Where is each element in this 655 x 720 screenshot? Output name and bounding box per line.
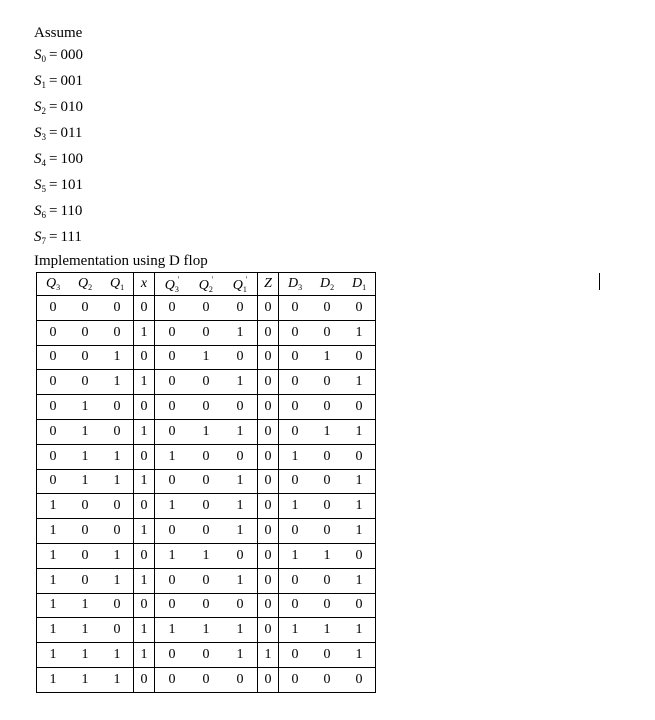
table-cell: 0 xyxy=(223,543,258,568)
table-cell: 0 xyxy=(343,296,376,321)
table-cell: 0 xyxy=(189,667,223,692)
table-cell: 1 xyxy=(134,469,155,494)
state-symbol: $S_0$ xyxy=(34,47,46,64)
table-cell: 1 xyxy=(37,618,70,643)
table-row xyxy=(37,494,376,519)
state-assignment xyxy=(34,46,83,72)
table-cell: 0 xyxy=(258,469,279,494)
table-cell: 0 xyxy=(69,568,101,593)
table-cell: 0 xyxy=(223,296,258,321)
state-code: 001 xyxy=(60,73,83,89)
table-cell: 1 xyxy=(134,320,155,345)
table-cell: 0 xyxy=(69,296,101,321)
heading-assume: Assume xyxy=(34,25,83,41)
table-cell: 1 xyxy=(189,543,223,568)
table-cell: 1 xyxy=(37,643,70,668)
state-assignment xyxy=(34,72,83,98)
table-cell: 0 xyxy=(155,345,190,370)
table-cell: 0 xyxy=(343,667,376,692)
table-row xyxy=(37,370,376,395)
table-cell: 1 xyxy=(101,370,134,395)
table-cell: 1 xyxy=(69,667,101,692)
table-cell: 0 xyxy=(279,345,312,370)
table-cell: 0 xyxy=(343,395,376,420)
table-cell: 0 xyxy=(311,667,343,692)
table-cell: 0 xyxy=(258,618,279,643)
table-cell: 1 xyxy=(134,568,155,593)
table-cell: 1 xyxy=(69,444,101,469)
column-header: Z xyxy=(258,273,279,296)
table-cell: 1 xyxy=(343,494,376,519)
table-cell: 0 xyxy=(189,643,223,668)
table-cell: 0 xyxy=(69,543,101,568)
table-cell: 1 xyxy=(311,543,343,568)
table-cell: 0 xyxy=(258,444,279,469)
table-cell: 0 xyxy=(101,296,134,321)
table-cell: 1 xyxy=(311,345,343,370)
table-cell: 1 xyxy=(134,419,155,444)
table-cell: 0 xyxy=(258,320,279,345)
table-cell: 1 xyxy=(101,444,134,469)
table-cell: 0 xyxy=(258,395,279,420)
table-row xyxy=(37,543,376,568)
table-cell: 0 xyxy=(343,345,376,370)
table-row xyxy=(37,519,376,544)
table-cell: 1 xyxy=(279,543,312,568)
table-cell: 0 xyxy=(258,667,279,692)
table-cell: 0 xyxy=(155,320,190,345)
column-header: $D_3$ xyxy=(279,273,312,296)
table-cell: 0 xyxy=(258,296,279,321)
state-code: 101 xyxy=(60,177,83,193)
table-cell: 0 xyxy=(279,643,312,668)
table-cell: 1 xyxy=(258,643,279,668)
table-cell: 1 xyxy=(101,667,134,692)
table-cell: 1 xyxy=(311,618,343,643)
table-cell: 0 xyxy=(311,643,343,668)
table-cell: 1 xyxy=(223,494,258,519)
table-cell: 0 xyxy=(134,444,155,469)
table-row xyxy=(37,618,376,643)
table-cell: 0 xyxy=(279,519,312,544)
table-row xyxy=(37,320,376,345)
table-cell: 1 xyxy=(69,593,101,618)
table-cell: 1 xyxy=(155,618,190,643)
table-cell: 1 xyxy=(343,519,376,544)
table-row xyxy=(37,643,376,668)
state-code: 111 xyxy=(60,229,82,245)
table-cell: 0 xyxy=(155,568,190,593)
table-cell: 1 xyxy=(69,419,101,444)
table-row xyxy=(37,593,376,618)
table-cell: 1 xyxy=(343,419,376,444)
table-cell: 0 xyxy=(189,519,223,544)
table-cell: 0 xyxy=(311,370,343,395)
column-header: $Q_1$ xyxy=(101,273,134,296)
state-symbol: $S_6$ xyxy=(34,203,46,220)
table-cell: 0 xyxy=(311,593,343,618)
table-cell: 1 xyxy=(189,618,223,643)
table-cell: 1 xyxy=(223,618,258,643)
table-cell: 1 xyxy=(223,568,258,593)
table-cell: 0 xyxy=(37,296,70,321)
table-cell: 1 xyxy=(343,370,376,395)
table-cell: 1 xyxy=(37,667,70,692)
table-cell: 0 xyxy=(279,296,312,321)
state-code: 010 xyxy=(60,99,83,115)
table-cell: 0 xyxy=(258,543,279,568)
table-cell: 0 xyxy=(189,370,223,395)
table-cell: 0 xyxy=(101,519,134,544)
state-transition-table xyxy=(36,272,376,693)
implementation-heading: Implementation using D flop xyxy=(34,253,208,269)
table-cell: 0 xyxy=(134,593,155,618)
table-cell: 0 xyxy=(189,296,223,321)
table-row xyxy=(37,296,376,321)
table-cell: 1 xyxy=(223,519,258,544)
table-cell: 0 xyxy=(223,345,258,370)
equals-sign: = xyxy=(49,125,58,141)
column-header: $D_1$ xyxy=(343,273,376,296)
table-row xyxy=(37,395,376,420)
table-cell: 0 xyxy=(311,296,343,321)
table-cell: 1 xyxy=(134,519,155,544)
table-cell: 0 xyxy=(155,370,190,395)
table-cell: 0 xyxy=(223,667,258,692)
table-cell: 0 xyxy=(258,568,279,593)
table-cell: 0 xyxy=(311,494,343,519)
state-symbol: $S_3$ xyxy=(34,125,46,142)
table-cell: 0 xyxy=(69,320,101,345)
table-cell: 0 xyxy=(101,494,134,519)
table-cell: 1 xyxy=(69,469,101,494)
table-cell: 0 xyxy=(343,444,376,469)
table-cell: 1 xyxy=(155,543,190,568)
table-row xyxy=(37,469,376,494)
table-cell: 0 xyxy=(258,345,279,370)
state-assignment xyxy=(34,228,83,254)
equals-sign: = xyxy=(49,99,58,115)
table-cell: 1 xyxy=(223,419,258,444)
table-cell: 1 xyxy=(189,345,223,370)
table-cell: 0 xyxy=(101,593,134,618)
table-cell: 0 xyxy=(155,296,190,321)
equals-sign: = xyxy=(49,47,58,63)
table-cell: 0 xyxy=(101,419,134,444)
table-cell: 0 xyxy=(311,469,343,494)
table-cell: 0 xyxy=(258,370,279,395)
state-assignment-list xyxy=(34,46,83,254)
table-cell: 0 xyxy=(37,395,70,420)
table-cell: 0 xyxy=(134,494,155,519)
table-cell: 0 xyxy=(101,618,134,643)
state-assignment xyxy=(34,202,83,228)
table-cell: 0 xyxy=(279,568,312,593)
state-assignment xyxy=(34,150,83,176)
table-cell: 1 xyxy=(343,643,376,668)
table-cell: 0 xyxy=(343,593,376,618)
table-cell: 1 xyxy=(155,494,190,519)
table-cell: 0 xyxy=(155,419,190,444)
table-body xyxy=(37,296,376,693)
table-cell: 0 xyxy=(134,543,155,568)
state-symbol: $S_5$ xyxy=(34,177,46,194)
table-row xyxy=(37,419,376,444)
table-cell: 0 xyxy=(189,444,223,469)
table-cell: 0 xyxy=(155,395,190,420)
table-cell: 0 xyxy=(189,494,223,519)
table-cell: 0 xyxy=(189,320,223,345)
table-header-row xyxy=(37,273,376,296)
table-cell: 0 xyxy=(189,469,223,494)
text-cursor xyxy=(599,273,600,290)
table-cell: 0 xyxy=(155,519,190,544)
table-cell: 1 xyxy=(37,593,70,618)
table-cell: 0 xyxy=(279,593,312,618)
table-cell: 0 xyxy=(134,345,155,370)
table-cell: 0 xyxy=(279,419,312,444)
column-header: x xyxy=(134,273,155,296)
table-cell: 0 xyxy=(155,469,190,494)
table-cell: 0 xyxy=(223,444,258,469)
table-cell: 0 xyxy=(279,395,312,420)
table-cell: 1 xyxy=(223,469,258,494)
table-row xyxy=(37,444,376,469)
equals-sign: = xyxy=(49,203,58,219)
column-header: $Q_3'$ xyxy=(155,273,190,296)
column-header: $Q_2'$ xyxy=(189,273,223,296)
table-cell: 0 xyxy=(311,519,343,544)
table-cell: 1 xyxy=(101,543,134,568)
table-cell: 1 xyxy=(101,643,134,668)
state-code: 110 xyxy=(60,203,83,219)
table-cell: 0 xyxy=(37,370,70,395)
state-symbol: $S_4$ xyxy=(34,151,46,168)
table-cell: 0 xyxy=(189,593,223,618)
state-code: 000 xyxy=(60,47,83,63)
table-cell: 0 xyxy=(258,419,279,444)
table-cell: 1 xyxy=(37,519,70,544)
table-cell: 0 xyxy=(69,519,101,544)
state-assignment xyxy=(34,176,83,202)
table-cell: 0 xyxy=(279,370,312,395)
table-cell: 0 xyxy=(69,494,101,519)
table-cell: 0 xyxy=(343,543,376,568)
table-cell: 0 xyxy=(101,395,134,420)
table-row xyxy=(37,667,376,692)
table-cell: 0 xyxy=(37,320,70,345)
table-cell: 1 xyxy=(189,419,223,444)
table-cell: 0 xyxy=(155,667,190,692)
table-cell: 1 xyxy=(69,643,101,668)
table-cell: 0 xyxy=(279,667,312,692)
state-symbol: $S_1$ xyxy=(34,73,46,90)
table-cell: 1 xyxy=(279,444,312,469)
table-cell: 1 xyxy=(101,345,134,370)
table-cell: 1 xyxy=(311,419,343,444)
column-header: $Q_1'$ xyxy=(223,273,258,296)
table-cell: 0 xyxy=(69,345,101,370)
equals-sign: = xyxy=(49,73,58,89)
table-cell: 1 xyxy=(343,320,376,345)
table-cell: 1 xyxy=(101,568,134,593)
table-cell: 0 xyxy=(69,370,101,395)
table-cell: 0 xyxy=(134,667,155,692)
table-cell: 1 xyxy=(343,568,376,593)
table-cell: 0 xyxy=(279,320,312,345)
column-header: $D_2$ xyxy=(311,273,343,296)
table-cell: 0 xyxy=(311,444,343,469)
table-cell: 0 xyxy=(189,568,223,593)
table-cell: 0 xyxy=(37,345,70,370)
table-cell: 1 xyxy=(69,395,101,420)
column-header: $Q_2$ xyxy=(69,273,101,296)
state-symbol: $S_7$ xyxy=(34,229,46,246)
table-cell: 0 xyxy=(189,395,223,420)
state-symbol: $S_2$ xyxy=(34,99,46,116)
table-cell: 0 xyxy=(258,519,279,544)
table-cell: 0 xyxy=(134,296,155,321)
table-cell: 0 xyxy=(37,469,70,494)
table-cell: 1 xyxy=(223,370,258,395)
state-assignment xyxy=(34,98,83,124)
table-cell: 1 xyxy=(134,618,155,643)
equals-sign: = xyxy=(49,229,58,245)
table-cell: 0 xyxy=(258,593,279,618)
table-cell: 0 xyxy=(155,643,190,668)
table-cell: 0 xyxy=(223,395,258,420)
table-row xyxy=(37,568,376,593)
column-header: $Q_3$ xyxy=(37,273,70,296)
state-code: 011 xyxy=(60,125,83,141)
table-cell: 0 xyxy=(101,320,134,345)
table-row xyxy=(37,345,376,370)
table-cell: 0 xyxy=(311,320,343,345)
table-cell: 1 xyxy=(37,494,70,519)
table-cell: 1 xyxy=(155,444,190,469)
table-cell: 0 xyxy=(37,444,70,469)
table-cell: 1 xyxy=(101,469,134,494)
table-cell: 0 xyxy=(223,593,258,618)
table-cell: 0 xyxy=(311,395,343,420)
table-cell: 1 xyxy=(37,568,70,593)
table-cell: 1 xyxy=(279,494,312,519)
table-cell: 1 xyxy=(279,618,312,643)
equals-sign: = xyxy=(49,151,58,167)
table-cell: 0 xyxy=(311,568,343,593)
table-cell: 0 xyxy=(134,395,155,420)
state-assignment xyxy=(34,124,83,150)
table-cell: 0 xyxy=(155,593,190,618)
state-code: 100 xyxy=(60,151,83,167)
table-cell: 1 xyxy=(343,469,376,494)
table-cell: 1 xyxy=(343,618,376,643)
table-cell: 1 xyxy=(37,543,70,568)
table-cell: 0 xyxy=(258,494,279,519)
table-cell: 1 xyxy=(69,618,101,643)
table-cell: 0 xyxy=(279,469,312,494)
table-cell: 1 xyxy=(223,643,258,668)
table-cell: 1 xyxy=(134,643,155,668)
table-cell: 1 xyxy=(134,370,155,395)
equals-sign: = xyxy=(49,177,58,193)
table-cell: 1 xyxy=(223,320,258,345)
table-cell: 0 xyxy=(37,419,70,444)
